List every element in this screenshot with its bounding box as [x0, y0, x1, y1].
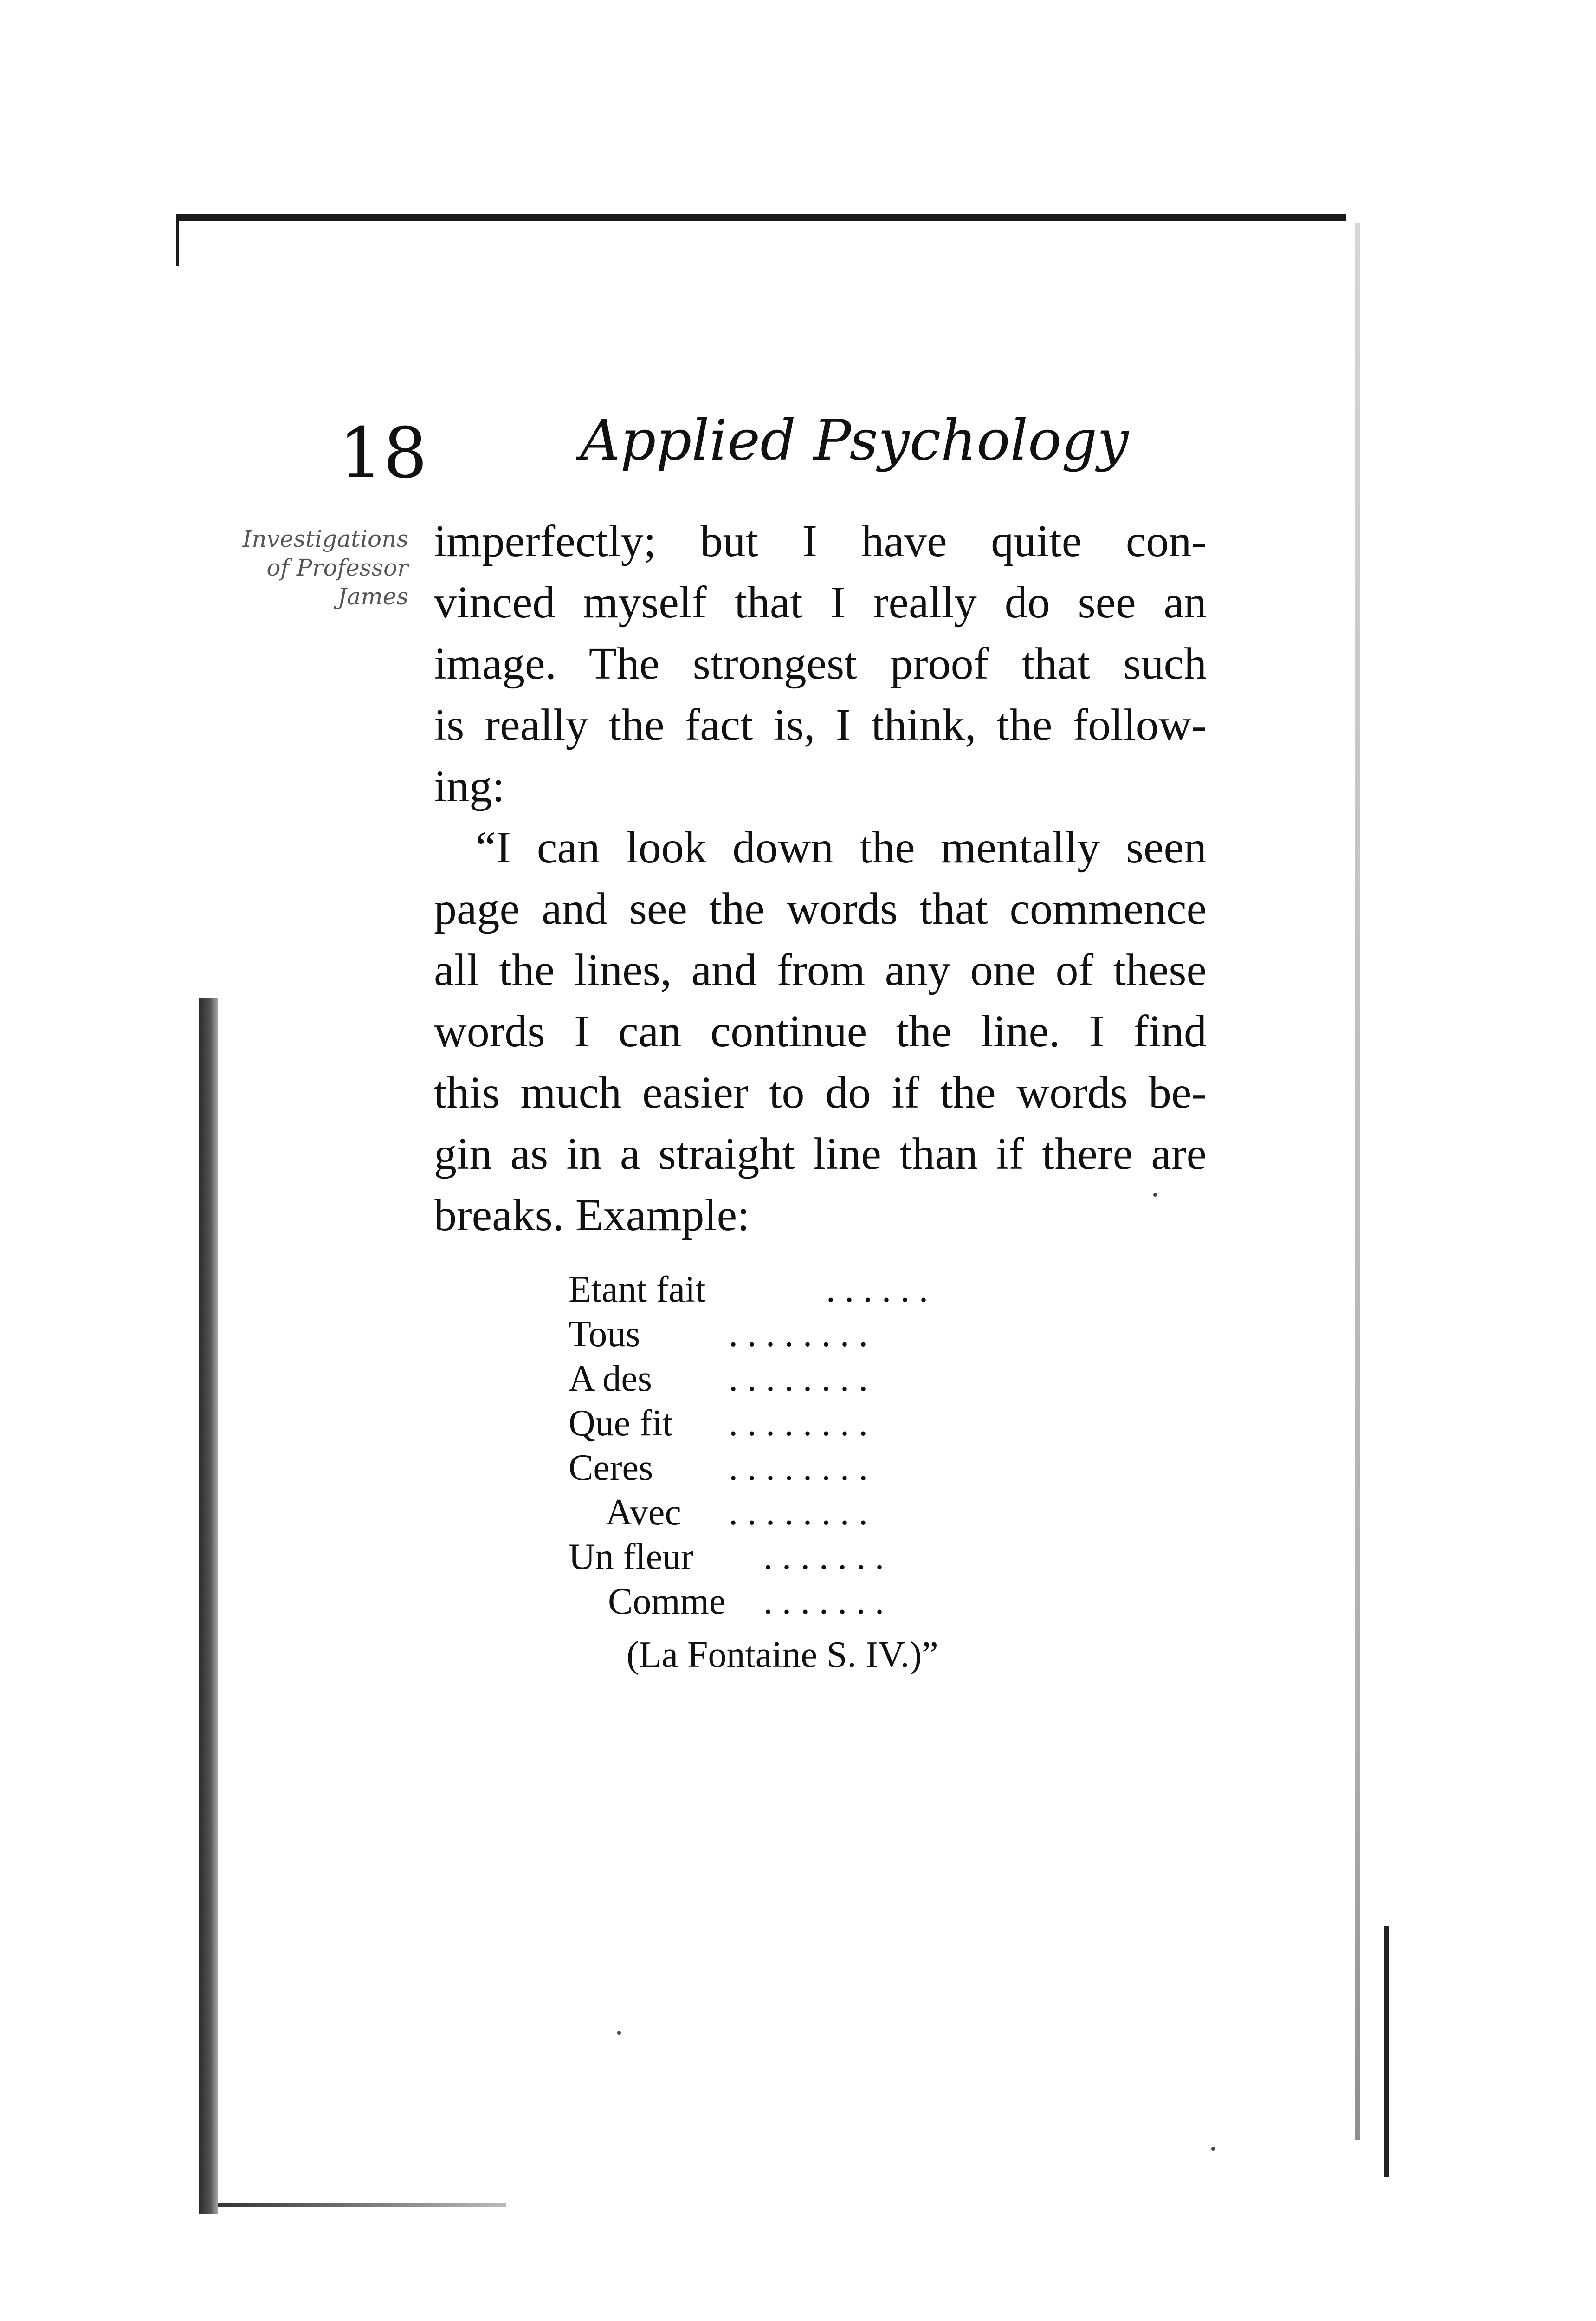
- margin-note-line: of Professor: [266, 554, 408, 581]
- text-line: “I can look down the mentally seen: [476, 823, 1207, 873]
- example-dots: . . . . . . . .: [729, 1403, 868, 1444]
- text-line: image. The strongest proof that such: [434, 639, 1207, 689]
- margin-note-line: Investigations: [242, 525, 408, 552]
- text-line: ing:: [434, 761, 505, 811]
- ink-speck: [617, 2031, 621, 2035]
- example-dots: . . . . . . . .: [729, 1314, 868, 1355]
- binding-shadow-left: [199, 998, 218, 2214]
- text-line: all the lines, and from any one of these: [434, 945, 1207, 995]
- example-dots: . . . . . .: [826, 1269, 928, 1310]
- page-edge-right: [1355, 223, 1360, 2140]
- text-line: words I can continue the line. I find: [434, 1006, 1207, 1057]
- body-text: [434, 511, 1207, 1246]
- example-row: [569, 1312, 868, 1356]
- text-line: imperfectly; but I have quite con-: [434, 516, 1207, 566]
- running-title: Applied Psychology: [580, 408, 1129, 473]
- example-dots: . . . . . . .: [763, 1581, 884, 1622]
- poem-example: [569, 1267, 928, 1624]
- page-edge-right-dark: [1384, 1926, 1389, 2177]
- ink-speck: [1211, 2147, 1215, 2151]
- example-dots: . . . . . . .: [763, 1537, 884, 1577]
- example-row: [569, 1356, 868, 1401]
- example-row: [569, 1267, 928, 1312]
- example-word: Tous: [569, 1314, 640, 1355]
- page-number: 18: [339, 413, 427, 494]
- example-row: [569, 1535, 884, 1579]
- example-word: A des: [569, 1358, 652, 1399]
- example-row: [569, 1446, 868, 1490]
- citation: (La Fontaine S. IV.)”: [627, 1634, 938, 1675]
- example-row: [569, 1401, 868, 1446]
- example-word: Avec: [606, 1492, 681, 1533]
- top-rule-tick: [176, 214, 179, 266]
- example-word: Un fleur: [569, 1537, 693, 1577]
- example-row: [569, 1579, 884, 1624]
- example-word: Que fit: [569, 1403, 673, 1444]
- example-word: Ceres: [569, 1447, 653, 1488]
- text-line: gin as in a straight line than if there are: [434, 1129, 1207, 1179]
- text-line: page and see the words that commence: [434, 884, 1207, 934]
- text-line: breaks. Example:: [434, 1190, 750, 1240]
- text-line: this much easier to do if the words be-: [434, 1068, 1207, 1118]
- example-dots: . . . . . . . .: [729, 1358, 868, 1399]
- example-word: Etant fait: [569, 1269, 706, 1310]
- margin-note-line: James: [337, 583, 408, 610]
- example-dots: . . . . . . . .: [729, 1447, 868, 1488]
- bottom-smudge: [218, 2203, 506, 2207]
- text-line: vinced myself that I really do see an: [434, 577, 1207, 628]
- text-line: is really the fact is, I think, the follow-: [434, 700, 1207, 750]
- example-dots: . . . . . . . .: [729, 1492, 868, 1533]
- example-word: Comme: [608, 1581, 726, 1622]
- margin-note: [176, 525, 408, 611]
- example-row: [569, 1490, 868, 1535]
- top-rule: [176, 214, 1346, 221]
